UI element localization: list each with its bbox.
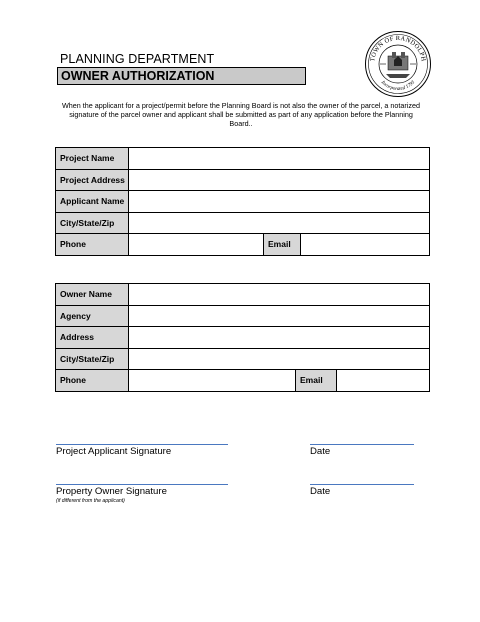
- owner-name-field[interactable]: [129, 284, 430, 306]
- applicant-signature-label: Project Applicant Signature: [56, 446, 172, 457]
- applicant-phone-field[interactable]: [129, 234, 264, 256]
- table-row: [56, 348, 430, 370]
- table-row: [56, 305, 430, 327]
- owner-address-field[interactable]: [129, 327, 430, 349]
- owner-email-field[interactable]: [337, 370, 430, 392]
- owner-address-label: Address: [56, 327, 129, 349]
- owner-signature-note: (if different from the applicant): [56, 498, 125, 504]
- svg-text:TOWN OF RANDOLPH: TOWN OF RANDOLPH: [369, 34, 427, 63]
- applicant-name-label: Applicant Name: [56, 191, 129, 213]
- project-name-field[interactable]: [129, 148, 430, 170]
- owner-phone-label: Phone: [56, 370, 129, 392]
- agency-label: Agency: [56, 305, 129, 327]
- project-address-field[interactable]: [129, 169, 430, 191]
- project-address-label: Project Address: [56, 169, 129, 191]
- table-row: [56, 327, 430, 349]
- applicant-signature-line[interactable]: [56, 444, 228, 445]
- owner-name-label: Owner Name: [56, 284, 129, 306]
- table-row: [56, 284, 430, 306]
- table-row: [56, 212, 430, 234]
- department-heading: PLANNING DEPARTMENT: [60, 52, 215, 66]
- form-title: OWNER AUTHORIZATION: [57, 67, 306, 85]
- applicant-date-line[interactable]: [310, 444, 414, 445]
- town-seal-logo: [364, 30, 432, 98]
- applicant-email-label: Email: [264, 234, 301, 256]
- applicant-email-field[interactable]: [301, 234, 430, 256]
- applicant-phone-label: Phone: [56, 234, 129, 256]
- owner-signature-label: Property Owner Signature: [56, 486, 167, 497]
- applicant-date-label: Date: [310, 446, 331, 457]
- applicant-city-state-zip-label: City/State/Zip: [56, 212, 129, 234]
- owner-info-table: [55, 283, 430, 392]
- owner-city-state-zip-label: City/State/Zip: [56, 348, 129, 370]
- owner-city-state-zip-field[interactable]: [129, 348, 430, 370]
- applicant-name-field[interactable]: [129, 191, 430, 213]
- table-row: [56, 370, 430, 392]
- table-row: [56, 234, 430, 256]
- owner-date-line[interactable]: [310, 484, 414, 485]
- applicant-info-table: [55, 147, 430, 256]
- owner-signature-line[interactable]: [56, 484, 228, 485]
- table-row: [56, 191, 430, 213]
- instructions-text: When the applicant for a project/permit before the Planning Board is not also the owner of the parcel, a notarized signature of the parcel owner and applicant shall be submitted as part of any application before the Planning Board..: [62, 101, 420, 128]
- agency-field[interactable]: [129, 305, 430, 327]
- owner-date-label: Date: [310, 486, 331, 497]
- table-row: [56, 169, 430, 191]
- project-name-label: Project Name: [56, 148, 129, 170]
- table-row: [56, 148, 430, 170]
- svg-text:Incorporated 1793: Incorporated 1793: [379, 80, 417, 93]
- owner-phone-field[interactable]: [129, 370, 296, 392]
- applicant-city-state-zip-field[interactable]: [129, 212, 430, 234]
- owner-email-label: Email: [296, 370, 337, 392]
